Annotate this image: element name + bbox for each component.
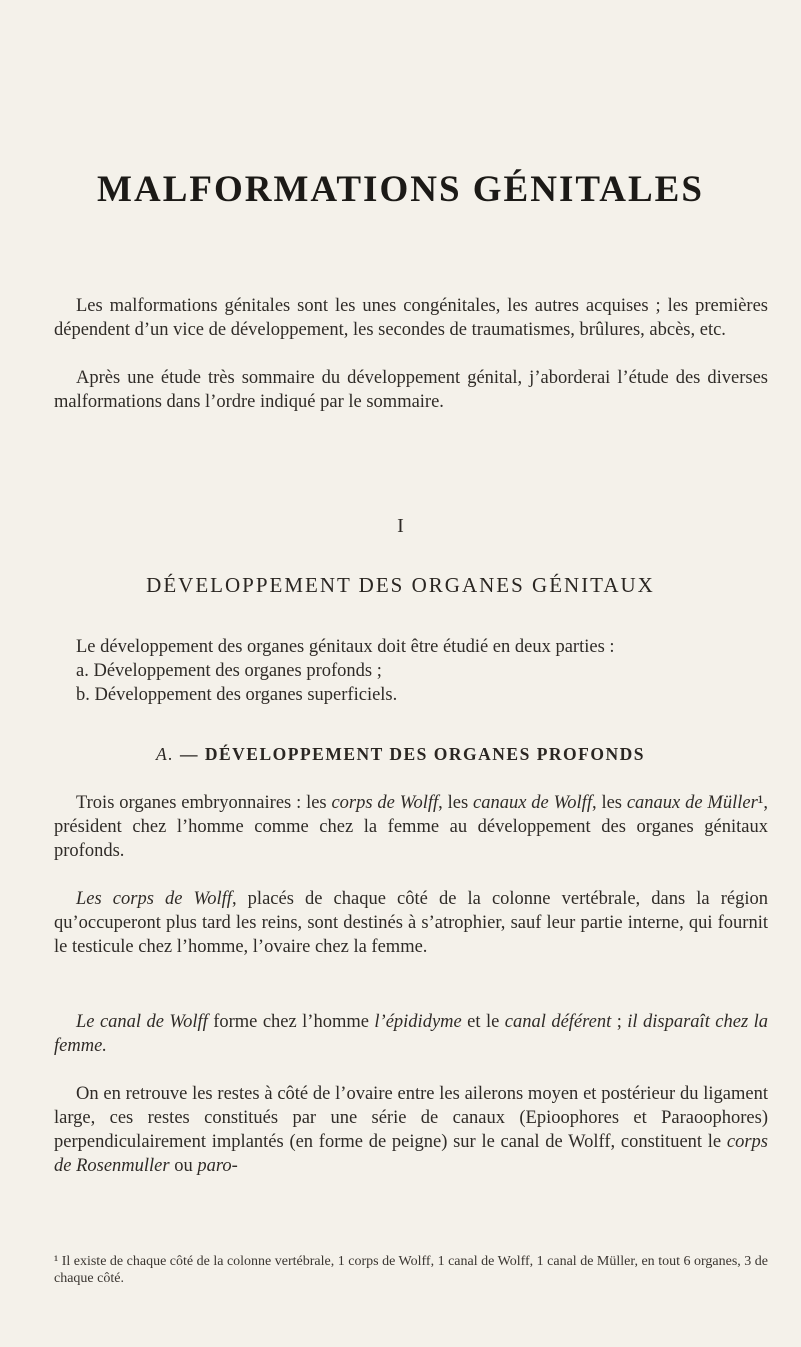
term-canal-de-wolff: Le canal de Wolff <box>76 1012 208 1032</box>
text-run: , placés de chaque côté de la colonne vertébrale, dans la région qu’occuperont plus tard les reins, sont destinés à s’atrophier, sauf leur partie interne, qui fournit le testicule chez l’homme, l’ovaire chez la femme. <box>54 889 768 957</box>
list-item-a: a. Développement des organes profonds ; <box>76 661 382 681</box>
text-run: On en retrouve les restes à côté de l’ovaire entre les ailerons moyen et postérieur du ligament large, ces restes constitués par une série de canaux (Epioophores et Paraoophores) perpendiculairement implantés (en forme de peigne) sur le canal de Wolff, constituent le <box>54 1084 768 1152</box>
chapter-number: I <box>397 515 404 537</box>
term-canal-deferent: canal déférent <box>504 1012 612 1032</box>
page-title: MALFORMATIONS GÉNITALES <box>97 169 704 210</box>
text-run: forme chez l’homme <box>207 1012 375 1032</box>
chapter-paragraph: Le développement des organes génitaux doit être étudié en deux parties : <box>76 637 615 657</box>
intro-paragraph-2: Après une étude très sommaire du développement génital, j’aborderai l’étude des diverses malformations dans l’ordre indiqué par le sommaire. <box>54 368 768 412</box>
section-heading <box>0 744 801 765</box>
term-paro: paro- <box>197 1156 238 1176</box>
text-run: et le <box>461 1012 505 1032</box>
text-run-italic: il disparaît chez la femme. <box>54 1012 768 1056</box>
intro-paragraph-1: Les malformations génitales sont les unes congénitales, les autres acquises ; les premières dépendent d’un vice de développement, les secondes de traumatismes, brûlures, abcès, etc. <box>54 296 768 340</box>
footnote: ¹ Il existe de chaque côté de la colonne vertébrale, 1 corps de Wolff, 1 canal de Wolff, 1 canal de Müller, en tout 6 organes, 3 de chaque côté. <box>54 1254 768 1286</box>
term-canaux-de-wolff: canaux de Wolff <box>473 793 592 813</box>
text-run: ¹, président chez l’homme comme chez la femme au développement des organes génitaux profonds. <box>54 793 768 861</box>
term-canaux-de-muller: canaux de Müller <box>626 793 758 813</box>
section-paragraph-2 <box>54 887 768 959</box>
list-item-b: b. Développement des organes superficiels. <box>76 685 398 705</box>
text-run: ; <box>611 1012 628 1032</box>
chapter-title: DÉVELOPPEMENT DES ORGANES GÉNITAUX <box>146 573 655 597</box>
section-paragraph-4 <box>54 1082 768 1178</box>
term-corps-de-wolff: Les corps de Wolff <box>76 889 232 909</box>
term-corps-de-rosenmuller: corps de Rosenmuller <box>54 1132 768 1176</box>
section-letter: A. <box>156 744 175 764</box>
text-run: ou <box>169 1156 198 1176</box>
text-run: Trois organes embryonnaires : les <box>76 793 332 813</box>
section-paragraph-1 <box>54 791 768 863</box>
term-corps-de-wolff: corps de Wolff <box>331 793 439 813</box>
text-run: , les <box>591 793 627 813</box>
section-title: — DÉVELOPPEMENT DES ORGANES PROFONDS <box>179 744 645 764</box>
text-run: , les <box>438 793 473 813</box>
section-paragraph-3 <box>54 1010 768 1058</box>
term-epididyme: l’épididyme <box>374 1012 462 1032</box>
